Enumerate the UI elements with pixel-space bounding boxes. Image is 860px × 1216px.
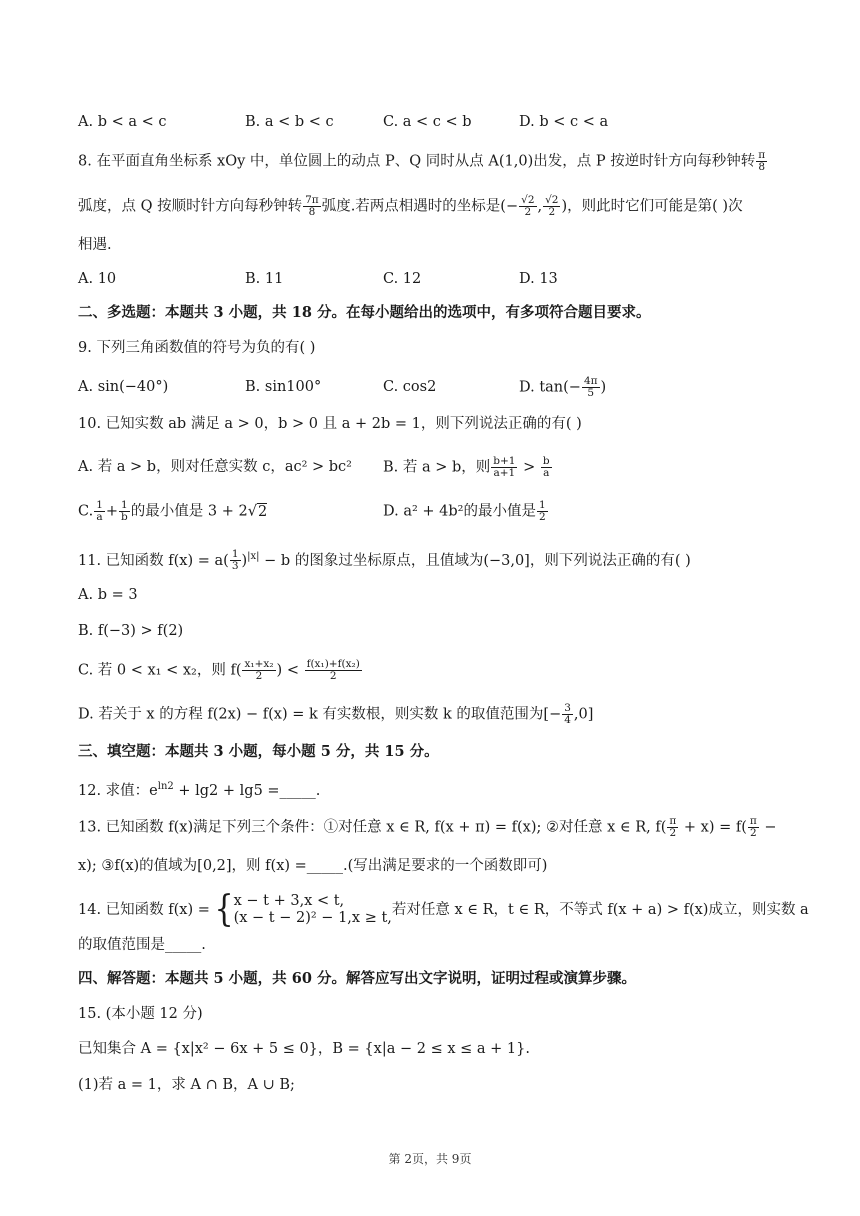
q9-opt-d-num: 4π xyxy=(583,375,598,387)
q8-frac3-den: 2 xyxy=(524,206,532,218)
q9-opt-d-post: ) xyxy=(600,379,607,396)
page-footer: 第 2页，共 9页 xyxy=(388,1152,472,1166)
q14-left-brace: { xyxy=(214,888,234,931)
q10-opt-c-pre: C. xyxy=(78,503,94,520)
q8-option-b: B. 11 xyxy=(245,271,284,287)
q10-opt-c-den2: b xyxy=(121,511,128,523)
q9-option-a: A. sin(−40°) xyxy=(78,379,169,395)
q9-option-b: B. sin100° xyxy=(245,379,322,395)
q13-line1-pre: 13. 已知函数 f(x)满足下列三个条件：①对任意 x ∈ R, f(x + π) = f(x); ②对任意 x ∈ R, f( xyxy=(78,819,667,836)
section-2-heading: 二、多选题：本题共 3 小题，共 18 分。在每小题给出的选项中，有多项符合题目要求。 xyxy=(78,304,651,321)
q10-opt-b-fraction-2 xyxy=(541,456,552,479)
q11-stem xyxy=(78,546,691,572)
q10-opt-c-num1: 1 xyxy=(96,499,103,511)
q10-opt-d-pre: D. a² + 4b²的最小值是 xyxy=(383,503,536,520)
q9-opt-d-den: 5 xyxy=(587,387,595,399)
q11-option-c xyxy=(78,659,363,682)
q11-opt-c-den2: 2 xyxy=(329,670,337,682)
q10-opt-b-num2: b xyxy=(542,455,550,467)
q13-frac2-den: 2 xyxy=(750,827,757,839)
q11-option-b: B. f(−3) > f(2) xyxy=(78,623,184,639)
q11-opt-d-pre: D. 若关于 x 的方程 f(2x) − f(x) = k 有实数根，则实数 k 的取值范围为[− xyxy=(78,706,562,723)
q11-stem-num: 1 xyxy=(231,548,239,561)
q11-opt-d-fraction xyxy=(562,703,573,726)
q14-case-2: (x − t − 2)² − 1,x ≥ t, xyxy=(233,910,392,926)
q15-line-2: (1)若 a = 1，求 A ∩ B，A ∪ B; xyxy=(78,1077,295,1093)
q11-opt-c-num1: x₁+x₂ xyxy=(244,658,274,670)
q13-frac1-num: π xyxy=(669,815,677,827)
q10-opt-d-num: 1 xyxy=(538,499,546,511)
q8-frac2-num: 7π xyxy=(305,194,319,206)
section-3-heading: 三、填空题：本题共 3 小题，每小题 5 分，共 15 分。 xyxy=(78,743,439,760)
q12-sup: ln2 xyxy=(157,781,174,792)
q10-opt-d-den: 2 xyxy=(538,511,546,523)
q13-line1-post: − xyxy=(759,819,777,836)
q11-stem-fraction xyxy=(230,549,241,572)
q8-fraction-1 xyxy=(756,150,767,173)
q11-stem-sup: |x| xyxy=(247,551,260,562)
q10-opt-b-mid: > xyxy=(518,459,540,476)
q13-line-2: x); ③f(x)的值域为[0,2]，则 f(x) =_____.(写出满足要求的一个函数即可) xyxy=(78,858,548,874)
q14-cases xyxy=(234,893,392,927)
q9-opt-d-pre: D. tan(− xyxy=(519,379,581,396)
q10-opt-b-den1: a+1 xyxy=(493,467,516,479)
q10-opt-c-post: 的最小值是 3 + 2 xyxy=(130,503,248,520)
q10-opt-c-fraction-1 xyxy=(94,500,105,523)
q11-opt-c-num2: f(x₁)+f(x₂) xyxy=(306,658,360,670)
q8-line-2 xyxy=(78,195,743,218)
q8-text-1: 8. 在平面直角坐标系 xOy 中，单位圆上的动点 P、Q 同时从点 A(1,0)出发，点 P 按逆时针方向每秒钟转 xyxy=(78,153,756,170)
q13-frac1-den: 2 xyxy=(669,827,677,839)
q8-fraction-3 xyxy=(519,195,536,218)
q11-opt-c-mid: ) < xyxy=(276,662,304,679)
q13-line1-mid: + x) = f( xyxy=(679,819,747,836)
q13-line-1 xyxy=(78,816,777,839)
q11-stem-a: 11. 已知函数 f(x) = a( xyxy=(78,552,229,569)
q10-opt-c-sqrt-sign: √ xyxy=(247,503,257,520)
q11-option-d xyxy=(78,703,593,726)
q7-option-c: C. a < c < b xyxy=(383,114,472,130)
section-4-heading: 四、解答题：本题共 5 小题，共 60 分。解答应写出文字说明，证明过程或演算步骤。 xyxy=(78,970,636,987)
q8-frac4-den: 2 xyxy=(548,206,556,218)
q8-line-3: 相遇. xyxy=(78,237,112,253)
q10-opt-c-plus: + xyxy=(105,503,119,520)
q10-option-b xyxy=(383,456,553,479)
q15-line-1: 已知集合 A = {x|x² − 6x + 5 ≤ 0}，B = {x|a − 2 ≤ x ≤ a + 1}. xyxy=(78,1041,530,1057)
q11-stem-c: − b 的图象过坐标原点，且值域为(−3,0]，则下列说法正确的有( ) xyxy=(259,552,691,569)
q8-frac3-num: √2 xyxy=(521,194,535,206)
q7-option-a: A. b < a < c xyxy=(78,114,167,130)
q9-option-d xyxy=(519,376,606,399)
q11-option-a: A. b = 3 xyxy=(78,587,138,603)
q11-opt-d-post: ,0] xyxy=(573,706,594,723)
q8-option-d: D. 13 xyxy=(519,271,558,287)
q12-pre: 12. 求值：e xyxy=(78,782,158,799)
q8-text-2a: 弧度，点 Q 按顺时针方向每秒钟转 xyxy=(78,198,303,215)
q10-option-c xyxy=(78,500,267,523)
q10-opt-b-num1: b+1 xyxy=(493,455,516,467)
q10-opt-b-den2: a xyxy=(543,467,550,479)
q13-frac2-num: π xyxy=(749,815,757,827)
q10-option-d xyxy=(383,500,549,523)
q8-option-c: C. 12 xyxy=(383,271,422,287)
q10-opt-c-fraction-2 xyxy=(119,500,130,523)
q14-line-2: 的取值范围是_____. xyxy=(78,937,206,953)
q8-fraction-4 xyxy=(543,195,560,218)
q8-text-2b: 弧度.若两点相遇时的坐标是(− xyxy=(321,198,519,215)
q8-frac2-den: 8 xyxy=(308,206,316,218)
q8-frac1-den: 8 xyxy=(758,161,766,173)
q15-title: 15. (本小题 12 分) xyxy=(78,1006,203,1022)
q9-opt-d-fraction xyxy=(582,376,600,399)
q10-option-a: A. 若 a > b，则对任意实数 c，ac² > bc² xyxy=(78,459,352,475)
q10-stem: 10. 已知实数 ab 满足 a > 0，b > 0 且 a + 2b = 1，则下列说法正确的有( ) xyxy=(78,416,582,432)
q8-text-2d: )，则此时它们可能是第( )次 xyxy=(561,198,743,215)
q7-option-b: B. a < b < c xyxy=(245,114,334,130)
q11-opt-c-fraction-1 xyxy=(242,659,275,682)
q11-opt-c-pre: C. 若 0 < x₁ < x₂，则 f( xyxy=(78,662,242,679)
q14-line-1 xyxy=(78,888,809,931)
q14-case-1: x − t + 3,x < t, xyxy=(233,893,345,909)
q8-line-1 xyxy=(78,150,768,173)
q9-option-c: C. cos2 xyxy=(383,379,437,395)
q14-post: 若对任意 x ∈ R，t ∈ R，不等式 f(x + a) > f(x)成立，则实数 a xyxy=(391,902,809,918)
q8-text-2c: , xyxy=(537,198,543,215)
q12-post: + lg2 + lg5 =_____. xyxy=(173,782,321,799)
q14-pre: 14. 已知函数 f(x) = xyxy=(78,902,215,918)
q13-fraction-2 xyxy=(748,816,759,839)
q10-opt-c-radicand: 2 xyxy=(257,503,268,520)
q7-option-d: D. b < c < a xyxy=(519,114,609,130)
q10-opt-d-fraction xyxy=(537,500,548,523)
q10-opt-c-num2: 1 xyxy=(119,500,130,512)
q9-stem: 9. 下列三角函数值的符号为负的有( ) xyxy=(78,340,316,356)
q11-stem-b: ) xyxy=(241,552,248,569)
q10-opt-c-den1: a xyxy=(96,511,103,523)
q10-opt-b-pre: B. 若 a > b，则 xyxy=(383,459,491,476)
q11-opt-d-num: 3 xyxy=(564,702,571,714)
q8-fraction-2 xyxy=(303,195,321,218)
q11-opt-c-den1: 2 xyxy=(255,670,263,682)
q11-opt-d-den: 4 xyxy=(564,714,571,726)
q11-stem-den: 3 xyxy=(231,560,239,573)
q8-frac4-num: √2 xyxy=(545,194,559,206)
q12-line xyxy=(78,776,320,802)
q8-frac1-num: π xyxy=(758,149,766,161)
q10-opt-b-fraction-1 xyxy=(491,456,517,479)
q8-option-a: A. 10 xyxy=(78,271,117,287)
q11-opt-c-fraction-2 xyxy=(305,659,362,682)
q13-fraction-1 xyxy=(667,816,678,839)
